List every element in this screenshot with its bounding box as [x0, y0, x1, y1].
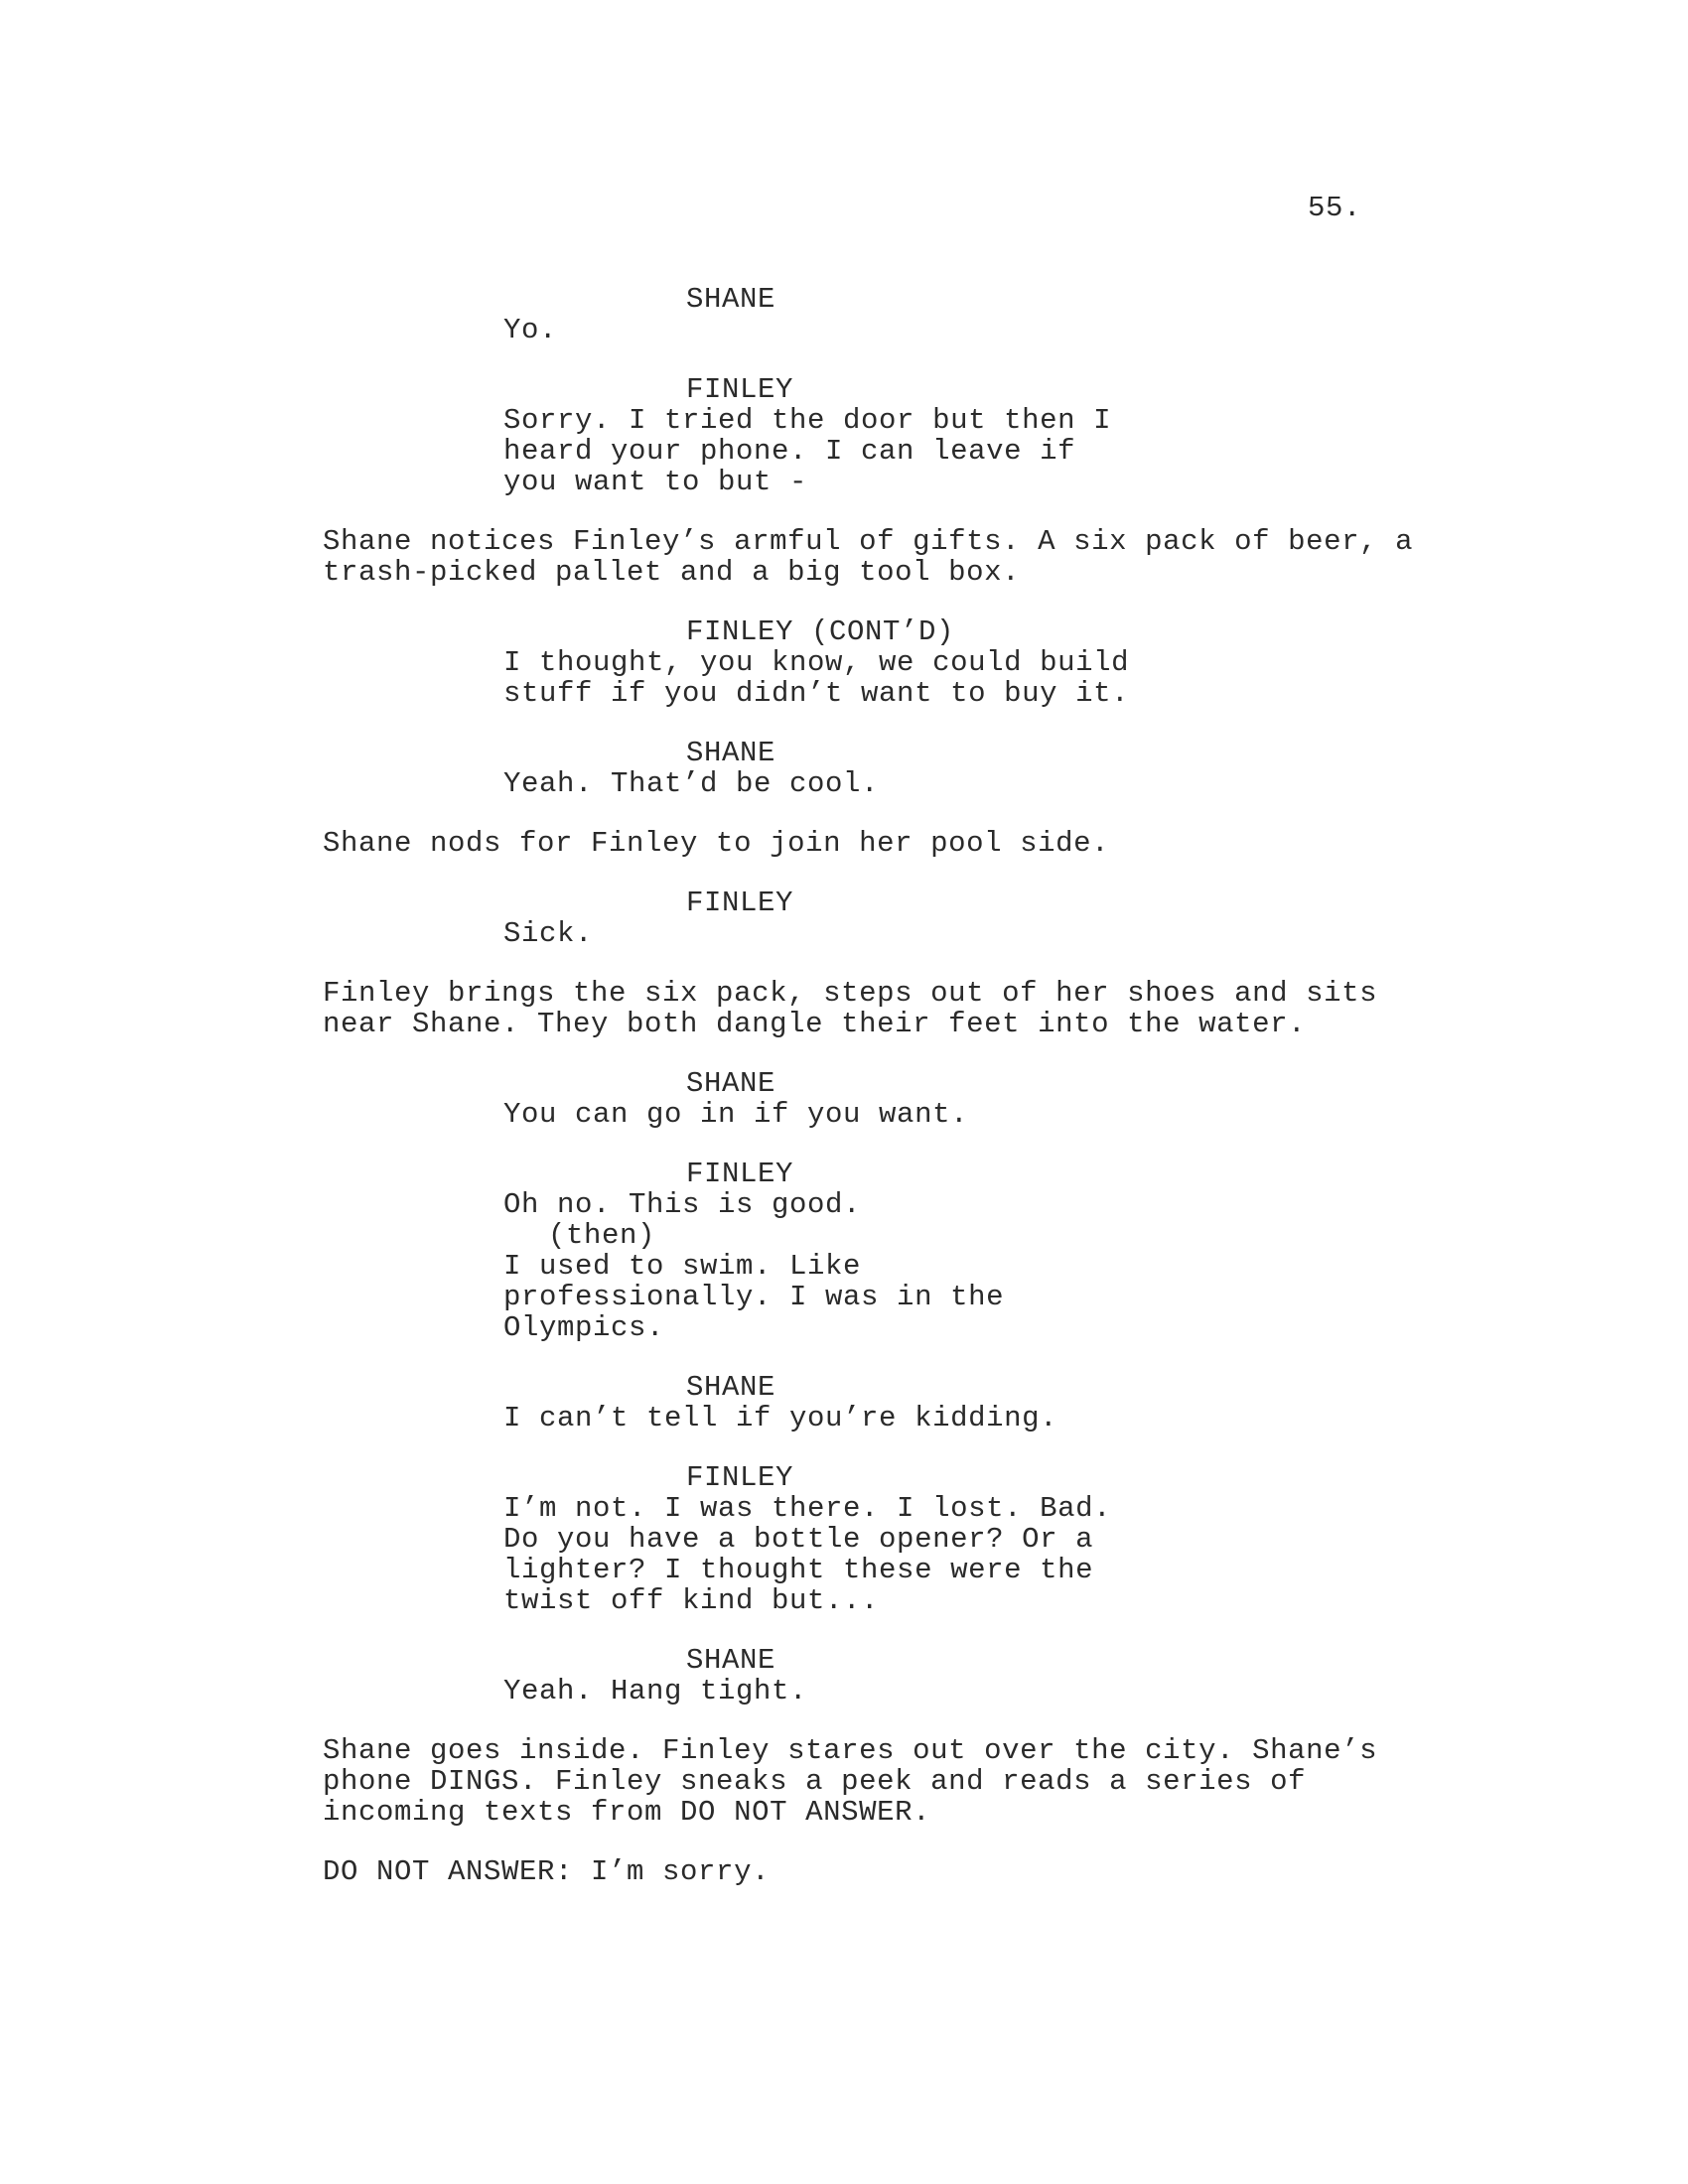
action-line: incoming texts from DO NOT ANSWER. — [323, 1796, 931, 1829]
action-line: Shane notices Finley’s armful of gifts. A six pack of beer, a — [323, 525, 1414, 558]
dialogue-line: Sick. — [503, 917, 594, 950]
dialogue-line: you want to but - — [503, 466, 808, 498]
character-cue: FINLEY — [686, 887, 794, 919]
page-number: 55. — [1308, 192, 1362, 224]
dialogue-line: Oh no. This is good. — [503, 1188, 862, 1221]
dialogue-line: Do you have a bottle opener? Or a — [503, 1523, 1094, 1556]
dialogue-line: You can go in if you want. — [503, 1098, 969, 1131]
character-cue: FINLEY (CONT’D) — [686, 615, 955, 648]
action-line: Shane nods for Finley to join her pool side. — [323, 827, 1110, 860]
dialogue-line: I thought, you know, we could build — [503, 646, 1130, 679]
dialogue-line: Sorry. I tried the door but then I — [503, 404, 1112, 437]
dialogue-line: professionally. I was in the — [503, 1281, 1005, 1313]
character-cue: SHANE — [686, 283, 776, 316]
dialogue-line: I used to swim. Like — [503, 1250, 862, 1283]
dialogue-line: Yeah. That’d be cool. — [503, 767, 880, 800]
dialogue-line: I’m not. I was there. I lost. Bad. — [503, 1492, 1112, 1525]
parenthetical: (then) — [548, 1219, 656, 1252]
dialogue-line: twist off kind but... — [503, 1584, 880, 1617]
dialogue-line: lighter? I thought these were the — [503, 1554, 1094, 1586]
character-cue: SHANE — [686, 1644, 776, 1677]
character-cue: SHANE — [686, 1371, 776, 1404]
character-cue: FINLEY — [686, 1158, 794, 1190]
character-cue: FINLEY — [686, 1461, 794, 1494]
dialogue-line: stuff if you didn’t want to buy it. — [503, 677, 1130, 710]
character-cue: FINLEY — [686, 373, 794, 406]
dialogue-line: Olympics. — [503, 1311, 665, 1344]
dialogue-line: I can’t tell if you’re kidding. — [503, 1402, 1058, 1434]
action-line: near Shane. They both dangle their feet into the water. — [323, 1008, 1307, 1040]
action-line: phone DINGS. Finley sneaks a peek and reads a series of — [323, 1765, 1307, 1798]
dialogue-line: Yeah. Hang tight. — [503, 1675, 808, 1707]
dialogue-line: heard your phone. I can leave if — [503, 435, 1076, 468]
action-line: Shane goes inside. Finley stares out over the city. Shane’s — [323, 1734, 1378, 1767]
character-cue: SHANE — [686, 737, 776, 769]
character-cue: SHANE — [686, 1067, 776, 1100]
action-line: Finley brings the six pack, steps out of her shoes and sits — [323, 977, 1378, 1010]
action-line: trash-picked pallet and a big tool box. — [323, 556, 1021, 589]
dialogue-line: Yo. — [503, 314, 558, 346]
action-line: DO NOT ANSWER: I’m sorry. — [323, 1855, 771, 1888]
